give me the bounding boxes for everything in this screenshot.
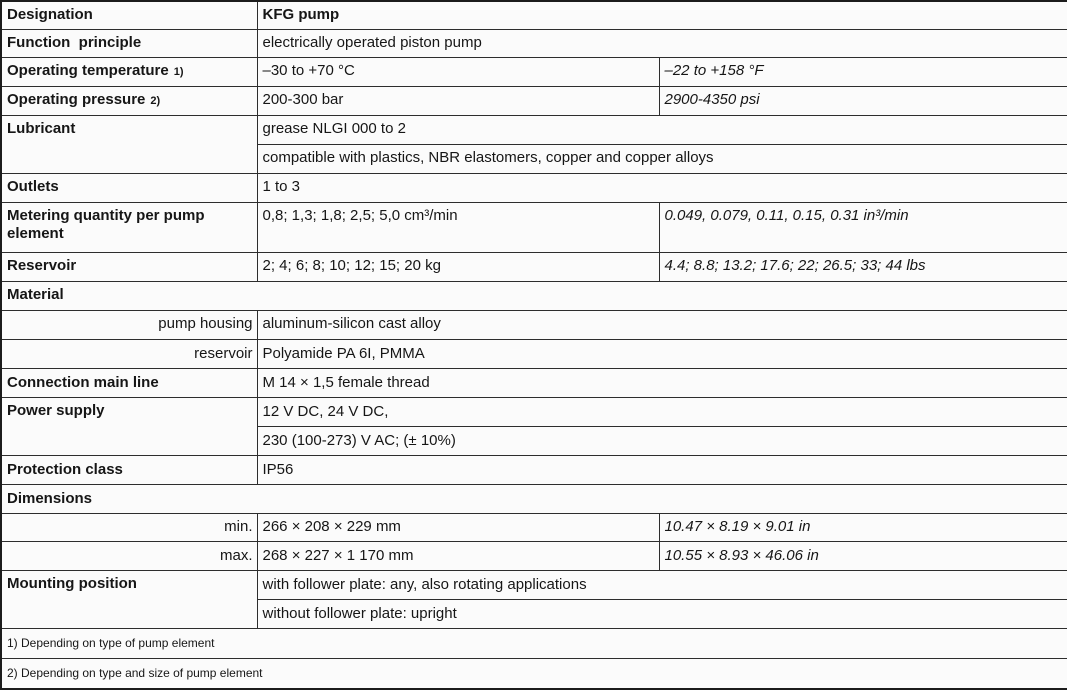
cell-text: Function principle: [7, 33, 142, 51]
cell-text: Outlets: [7, 178, 59, 196]
cell-text: grease NLGI 000 to 2: [262, 120, 406, 138]
row-value: [257, 115, 1067, 144]
row-value: [257, 86, 659, 115]
footnote: [1, 629, 1067, 659]
cell-text: 230 (100-273) V AC; (± 10%): [262, 431, 456, 449]
footnote-marker: 2): [150, 95, 161, 108]
row-value: [659, 542, 1067, 571]
cell-text: 0,8; 1,3; 1,8; 2,5; 5,0 cm³/min: [262, 206, 458, 224]
sub-row-label: [1, 339, 257, 368]
table-row: [1, 281, 1067, 310]
cell-text: Designation: [7, 5, 93, 23]
sub-row-label: [1, 542, 257, 571]
table-row: [1, 202, 1067, 252]
row-value: [659, 252, 1067, 281]
table-row: [1, 339, 1067, 368]
row-label: [1, 57, 257, 86]
cell-text: reservoir: [194, 344, 253, 362]
cell-text: Dimensions: [7, 489, 93, 507]
sub-row-label: [1, 514, 257, 542]
cell-text: 200-300 bar: [262, 91, 344, 109]
table-row: [1, 310, 1067, 339]
table-row: [1, 57, 1067, 86]
row-value: [257, 29, 1067, 57]
cell-text: max.: [219, 546, 253, 564]
row-value: [257, 456, 1067, 485]
cell-text: Metering quantity per pump element: [7, 206, 205, 243]
footnote-marker: 1): [173, 66, 184, 79]
table-row: [1, 86, 1067, 115]
row-value: [257, 514, 659, 542]
cell-text: Operating temperature: [7, 62, 169, 80]
row-label: [1, 571, 257, 629]
row-label: [1, 368, 257, 397]
cell-text: 4.4; 8.8; 13.2; 17.6; 22; 26.5; 33; 44 lbs: [664, 257, 926, 275]
row-label: [1, 29, 257, 57]
cell-text: pump housing: [158, 315, 253, 333]
table-row: [1, 115, 1067, 144]
cell-text: 12 V DC, 24 V DC,: [262, 402, 389, 420]
cell-text: Connection main line: [7, 373, 159, 391]
sub-row-label: [1, 310, 257, 339]
row-value: [257, 426, 1067, 455]
cell-text: electrically operated piston pump: [262, 33, 482, 51]
cell-text: 10.55 × 8.93 × 46.06 in: [664, 546, 819, 564]
row-label: [1, 1, 257, 29]
table-row: [1, 659, 1067, 689]
row-value: [257, 542, 659, 571]
row-value: [659, 57, 1067, 86]
cell-text: min.: [224, 518, 253, 536]
table-row: [1, 29, 1067, 57]
row-value: [257, 202, 659, 252]
table-row: [1, 542, 1067, 571]
cell-text: Protection class: [7, 460, 123, 478]
cell-text: Power supply: [7, 401, 105, 419]
row-value: [257, 571, 1067, 600]
cell-text: without follower plate: upright: [262, 604, 457, 622]
row-label: [1, 456, 257, 485]
table-row: [1, 629, 1067, 659]
table-row: [1, 173, 1067, 202]
row-value: [257, 600, 1067, 629]
row-value: [257, 173, 1067, 202]
cell-text: Material: [7, 286, 64, 304]
row-value: [257, 339, 1067, 368]
row-value: [257, 368, 1067, 397]
row-value: [659, 86, 1067, 115]
row-value: [257, 310, 1067, 339]
cell-text: 2900-4350 psi: [664, 91, 760, 109]
row-value: [659, 514, 1067, 542]
table-row: [1, 397, 1067, 426]
section-header: [1, 485, 1067, 514]
cell-text: Reservoir: [7, 257, 77, 275]
cell-text: Lubricant: [7, 119, 76, 137]
row-value: [257, 1, 1067, 29]
row-label: [1, 115, 257, 173]
row-label: [1, 173, 257, 202]
row-label: [1, 86, 257, 115]
cell-text: 266 × 208 × 229 mm: [262, 518, 401, 536]
cell-text: 1 to 3: [262, 178, 301, 196]
cell-text: KFG pump: [262, 5, 340, 23]
spec-table-body: [1, 1, 1067, 689]
row-value: [659, 202, 1067, 252]
row-value: [257, 57, 659, 86]
cell-text: M 14 × 1,5 female thread: [262, 373, 430, 391]
cell-text: 10.47 × 8.19 × 9.01 in: [664, 518, 811, 536]
row-label: [1, 252, 257, 281]
cell-text: –22 to +158 °F: [664, 62, 764, 80]
cell-text: Mounting position: [7, 575, 137, 593]
section-header: [1, 281, 1067, 310]
table-row: [1, 368, 1067, 397]
cell-text: 268 × 227 × 1 170 mm: [262, 546, 414, 564]
cell-text: with follower plate: any, also rotating applications: [262, 575, 587, 593]
table-row: [1, 485, 1067, 514]
cell-text: 2; 4; 6; 8; 10; 12; 15; 20 kg: [262, 257, 441, 275]
row-value: [257, 397, 1067, 426]
cell-text: 2) Depending on type and size of pump element: [7, 666, 263, 681]
row-value: [257, 252, 659, 281]
table-row: [1, 456, 1067, 485]
cell-text: Operating pressure: [7, 91, 146, 109]
row-value: [257, 144, 1067, 173]
table-row: [1, 252, 1067, 281]
cell-text: IP56: [262, 460, 294, 478]
cell-text: –30 to +70 °C: [262, 62, 355, 80]
cell-text: compatible with plastics, NBR elastomers, copper and copper alloys: [262, 149, 714, 167]
cell-text: Polyamide PA 6I, PMMA: [262, 344, 425, 362]
row-label: [1, 397, 257, 455]
cell-text: 1) Depending on type of pump element: [7, 636, 215, 651]
table-row: [1, 1, 1067, 29]
row-label: [1, 202, 257, 252]
cell-text: aluminum-silicon cast alloy: [262, 315, 441, 333]
footnote: [1, 659, 1067, 689]
table-row: [1, 571, 1067, 600]
table-row: [1, 514, 1067, 542]
cell-text: 0.049, 0.079, 0.11, 0.15, 0.31 in³/min: [664, 206, 909, 224]
